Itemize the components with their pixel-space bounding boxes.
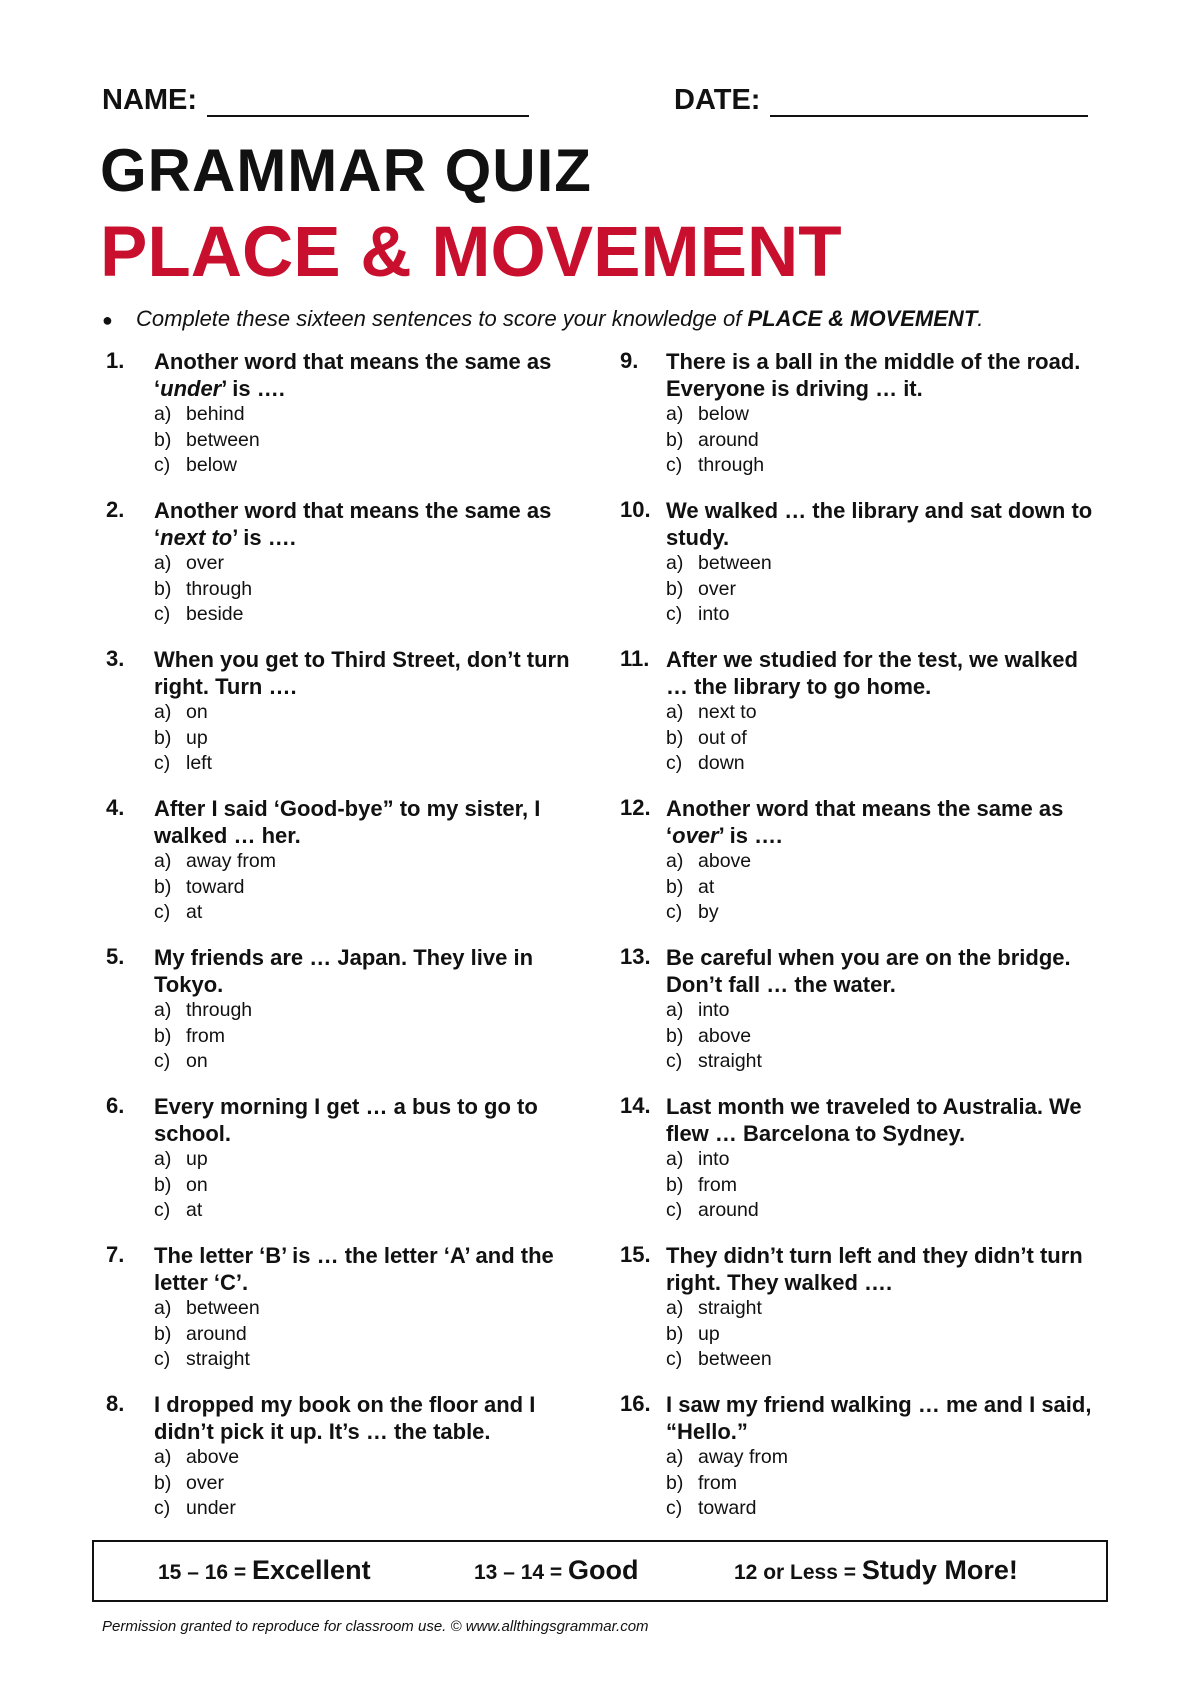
option-letter: c): [666, 752, 683, 774]
answer-option[interactable]: [666, 700, 1106, 726]
option-letter: c): [154, 454, 171, 476]
option-letter: c): [154, 1050, 171, 1072]
answer-option[interactable]: [154, 1347, 594, 1373]
question-number: 12.: [620, 795, 651, 820]
option-text: through: [698, 454, 765, 476]
option-text: from: [186, 1024, 225, 1047]
option-text: on: [186, 1173, 208, 1196]
option-text: between: [186, 428, 260, 451]
answer-option[interactable]: [666, 849, 1106, 875]
answer-option[interactable]: [154, 1296, 594, 1322]
footer-permission: Permission granted to reproduce for classroom use. © www.allthingsgrammar.com: [102, 1618, 649, 1635]
score-label: Study More!: [861, 1555, 1018, 1585]
question-body: [666, 1242, 1106, 1373]
question-item: [620, 497, 1100, 646]
answer-option[interactable]: [154, 998, 594, 1024]
question-item: [620, 1093, 1100, 1242]
option-letter: b): [154, 1024, 172, 1047]
question-body: [154, 1391, 594, 1522]
questions-left-column: [106, 348, 586, 1540]
option-text: up: [186, 1148, 208, 1170]
question-number: 16.: [620, 1391, 651, 1416]
instruction: [102, 306, 983, 332]
answer-option[interactable]: [154, 453, 594, 479]
option-letter: c): [666, 901, 683, 923]
answer-option[interactable]: [666, 577, 1106, 603]
option-text: by: [698, 901, 719, 923]
instruction-end: .: [977, 306, 984, 331]
question-item: [620, 1242, 1100, 1391]
question-body: [154, 646, 594, 777]
question-number: 15.: [620, 1242, 651, 1267]
question-text: I saw my friend walking … me and I said, “Hello.”: [666, 1392, 1092, 1444]
question-body: [154, 348, 594, 479]
score-study-more: [734, 1555, 1018, 1586]
option-text: under: [186, 1497, 236, 1519]
option-text: between: [698, 552, 772, 574]
answer-option[interactable]: [154, 1322, 594, 1348]
score-range: 15 – 16 =: [158, 1561, 252, 1584]
option-letter: c): [154, 1199, 171, 1221]
question-item: [620, 1391, 1100, 1540]
answer-option[interactable]: [154, 849, 594, 875]
page-title: GRAMMAR QUIZ: [100, 137, 592, 204]
bullet-icon: ●: [102, 310, 113, 330]
answer-option[interactable]: [154, 1471, 594, 1497]
question-number: 3.: [106, 646, 125, 671]
option-letter: c): [666, 1199, 683, 1221]
option-letter: a): [154, 1297, 172, 1319]
option-letter: b): [154, 1322, 172, 1345]
option-text: next to: [698, 701, 757, 723]
date-input-line[interactable]: [770, 87, 1088, 117]
option-text: above: [698, 850, 752, 872]
option-letter: b): [666, 428, 684, 451]
question-text: The letter ‘B’ is … the letter ‘A’ and the letter ‘C’.: [154, 1243, 554, 1295]
answer-option[interactable]: [666, 602, 1106, 628]
option-letter: a): [666, 701, 684, 723]
option-letter: b): [666, 577, 684, 600]
question-text: We walked … the library and sat down to study.: [666, 498, 1093, 550]
option-letter: a): [154, 999, 172, 1021]
option-text: up: [698, 1322, 720, 1345]
option-letter: a): [154, 1446, 172, 1468]
question-text: Another word that means the same as ‘over’ is ….: [666, 796, 1064, 848]
date-field: [674, 84, 1088, 117]
option-text: from: [698, 1471, 737, 1494]
question-text: My friends are … Japan. They live in Tokyo.: [154, 945, 534, 997]
question-text: I dropped my book on the floor and I didn’t pick it up. It’s … the table.: [154, 1392, 536, 1444]
question-item: [106, 646, 586, 795]
option-letter: b): [666, 875, 684, 898]
question-number: 1.: [106, 348, 125, 373]
answer-option[interactable]: [666, 1471, 1106, 1497]
question-text: They didn’t turn left and they didn’t turn right. They walked ….: [666, 1243, 1083, 1295]
option-text: from: [698, 1173, 737, 1196]
question-body: [666, 1093, 1106, 1224]
score-range: 13 – 14 =: [474, 1561, 568, 1584]
question-number: 13.: [620, 944, 651, 969]
answer-option[interactable]: [154, 900, 594, 926]
option-text: away from: [698, 1446, 788, 1468]
option-text: toward: [186, 875, 245, 898]
option-letter: a): [154, 850, 172, 872]
option-text: straight: [698, 1297, 762, 1319]
option-text: around: [698, 1199, 759, 1221]
option-text: above: [698, 1024, 752, 1047]
option-letter: b): [154, 428, 172, 451]
option-text: behind: [186, 403, 245, 425]
option-letter: b): [154, 1173, 172, 1196]
date-label: DATE:: [674, 84, 761, 116]
option-letter: a): [666, 1446, 684, 1468]
option-text: straight: [186, 1348, 250, 1370]
answer-option[interactable]: [154, 402, 594, 428]
answer-option[interactable]: [666, 1147, 1106, 1173]
option-text: through: [186, 577, 253, 600]
answer-option[interactable]: [666, 1322, 1106, 1348]
option-letter: c): [666, 1497, 683, 1519]
answer-option[interactable]: [154, 700, 594, 726]
option-text: left: [186, 752, 213, 774]
name-field: [102, 84, 529, 117]
option-letter: c): [666, 1050, 683, 1072]
question-body: [666, 795, 1106, 926]
answer-option[interactable]: [666, 1296, 1106, 1322]
question-body: [666, 944, 1106, 1075]
option-text: over: [186, 1471, 224, 1494]
instruction-emphasis: PLACE & MOVEMENT: [747, 306, 978, 331]
answer-option[interactable]: [154, 1024, 594, 1050]
score-label: Excellent: [252, 1555, 371, 1585]
option-letter: b): [666, 1173, 684, 1196]
instruction-text: Complete these sixteen sentences to score your knowledge of: [136, 306, 748, 331]
score-box: [92, 1540, 1108, 1602]
answer-option[interactable]: [666, 1445, 1106, 1471]
question-item: [620, 795, 1100, 944]
answer-option[interactable]: [666, 875, 1106, 901]
option-text: straight: [698, 1050, 762, 1072]
option-text: between: [186, 1297, 260, 1319]
answer-option[interactable]: [154, 751, 594, 777]
question-number: 2.: [106, 497, 125, 522]
option-text: at: [186, 1199, 203, 1221]
option-text: away from: [186, 850, 276, 872]
answer-option[interactable]: [666, 998, 1106, 1024]
option-text: around: [698, 428, 759, 451]
questions-right-column: [620, 348, 1100, 1540]
answer-option[interactable]: [666, 900, 1106, 926]
answer-option[interactable]: [666, 1024, 1106, 1050]
answer-option[interactable]: [666, 1496, 1106, 1522]
question-item: [620, 646, 1100, 795]
score-good: [474, 1555, 638, 1586]
question-text: Another word that means the same as ‘next to’ is ….: [154, 498, 552, 550]
question-text: When you get to Third Street, don’t turn right. Turn ….: [154, 647, 570, 699]
answer-option[interactable]: [154, 1173, 594, 1199]
option-letter: a): [154, 1148, 172, 1170]
question-item: [106, 1391, 586, 1540]
option-letter: b): [666, 1024, 684, 1047]
question-number: 5.: [106, 944, 125, 969]
option-letter: c): [154, 901, 171, 923]
answer-option[interactable]: [666, 726, 1106, 752]
question-body: [666, 348, 1106, 479]
question-text: Last month we traveled to Australia. We flew … Barcelona to Sydney.: [666, 1094, 1082, 1146]
question-item: [106, 1242, 586, 1391]
score-range: 12 or Less =: [734, 1561, 862, 1584]
answer-option[interactable]: [154, 726, 594, 752]
answer-option[interactable]: [666, 551, 1106, 577]
question-body: [666, 646, 1106, 777]
option-letter: c): [154, 752, 171, 774]
option-letter: a): [666, 403, 684, 425]
question-text: After I said ‘Good-bye” to my sister, I walked … her.: [154, 796, 541, 848]
option-letter: b): [666, 1471, 684, 1494]
option-letter: b): [154, 577, 172, 600]
score-label: Good: [568, 1555, 639, 1585]
option-letter: b): [666, 726, 684, 749]
question-item: [106, 1093, 586, 1242]
option-text: below: [698, 403, 749, 425]
option-text: through: [186, 999, 253, 1021]
answer-option[interactable]: [154, 1147, 594, 1173]
option-text: at: [186, 901, 203, 923]
question-body: [666, 1391, 1106, 1522]
question-text: There is a ball in the middle of the road. Everyone is driving … it.: [666, 349, 1081, 401]
option-letter: a): [154, 552, 172, 574]
question-number: 9.: [620, 348, 639, 373]
option-text: below: [186, 454, 237, 476]
option-letter: a): [154, 701, 172, 723]
option-text: around: [186, 1322, 247, 1345]
option-letter: c): [154, 1348, 171, 1370]
question-number: 14.: [620, 1093, 651, 1118]
option-letter: c): [154, 1497, 171, 1519]
option-letter: b): [666, 1322, 684, 1345]
question-body: [154, 1093, 594, 1224]
option-text: into: [698, 603, 730, 625]
option-text: beside: [186, 603, 244, 625]
answer-option[interactable]: [154, 1445, 594, 1471]
option-letter: b): [154, 875, 172, 898]
option-text: into: [698, 999, 730, 1021]
name-input-line[interactable]: [207, 87, 529, 117]
option-letter: c): [154, 603, 171, 625]
answer-option[interactable]: [154, 551, 594, 577]
question-body: [154, 944, 594, 1075]
question-item: [106, 944, 586, 1093]
answer-option[interactable]: [666, 428, 1106, 454]
option-text: out of: [698, 726, 747, 749]
answer-option[interactable]: [666, 751, 1106, 777]
answer-option[interactable]: [666, 1049, 1106, 1075]
answer-option[interactable]: [666, 402, 1106, 428]
question-body: [154, 497, 594, 628]
question-body: [154, 1242, 594, 1373]
option-letter: b): [154, 1471, 172, 1494]
option-letter: c): [666, 1348, 683, 1370]
question-text: Be careful when you are on the bridge. Don’t fall … the water.: [666, 945, 1071, 997]
option-text: up: [186, 726, 208, 749]
question-item: [106, 795, 586, 944]
option-text: into: [698, 1148, 730, 1170]
question-item: [106, 497, 586, 646]
answer-option[interactable]: [666, 1198, 1106, 1224]
question-item: [106, 348, 586, 497]
question-text: Another word that means the same as ‘under’ is ….: [154, 349, 552, 401]
option-text: over: [186, 552, 224, 574]
option-text: on: [186, 1050, 208, 1072]
option-letter: a): [154, 403, 172, 425]
option-text: between: [698, 1348, 772, 1370]
question-number: 11.: [620, 646, 650, 671]
option-letter: a): [666, 1148, 684, 1170]
question-text: After we studied for the test, we walked … the library to go home.: [666, 647, 1078, 699]
option-letter: c): [666, 454, 683, 476]
page-subtitle: PLACE & MOVEMENT: [100, 213, 842, 292]
answer-option[interactable]: [154, 1496, 594, 1522]
question-item: [620, 944, 1100, 1093]
header-row: [102, 84, 1102, 124]
question-number: 4.: [106, 795, 125, 820]
option-letter: a): [666, 850, 684, 872]
answer-option[interactable]: [154, 1049, 594, 1075]
answer-option[interactable]: [666, 1347, 1106, 1373]
answer-option[interactable]: [154, 577, 594, 603]
question-number: 8.: [106, 1391, 125, 1416]
question-number: 10.: [620, 497, 651, 522]
option-text: above: [186, 1446, 240, 1468]
option-letter: b): [154, 726, 172, 749]
option-text: toward: [698, 1497, 757, 1519]
answer-option[interactable]: [154, 1198, 594, 1224]
option-letter: a): [666, 552, 684, 574]
option-text: down: [698, 752, 745, 774]
option-letter: c): [666, 603, 683, 625]
option-text: at: [698, 875, 715, 898]
answer-option[interactable]: [666, 453, 1106, 479]
option-text: on: [186, 701, 208, 723]
question-text: Every morning I get … a bus to go to school.: [154, 1094, 538, 1146]
option-letter: a): [666, 999, 684, 1021]
question-body: [666, 497, 1106, 628]
name-label: NAME:: [102, 84, 198, 116]
score-excellent: [158, 1555, 371, 1586]
answer-option[interactable]: [154, 428, 594, 454]
answer-option[interactable]: [154, 875, 594, 901]
question-number: 7.: [106, 1242, 125, 1267]
question-item: [620, 348, 1100, 497]
option-text: over: [698, 577, 736, 600]
question-number: 6.: [106, 1093, 125, 1118]
answer-option[interactable]: [666, 1173, 1106, 1199]
answer-option[interactable]: [154, 602, 594, 628]
option-letter: a): [666, 1297, 684, 1319]
question-body: [154, 795, 594, 926]
